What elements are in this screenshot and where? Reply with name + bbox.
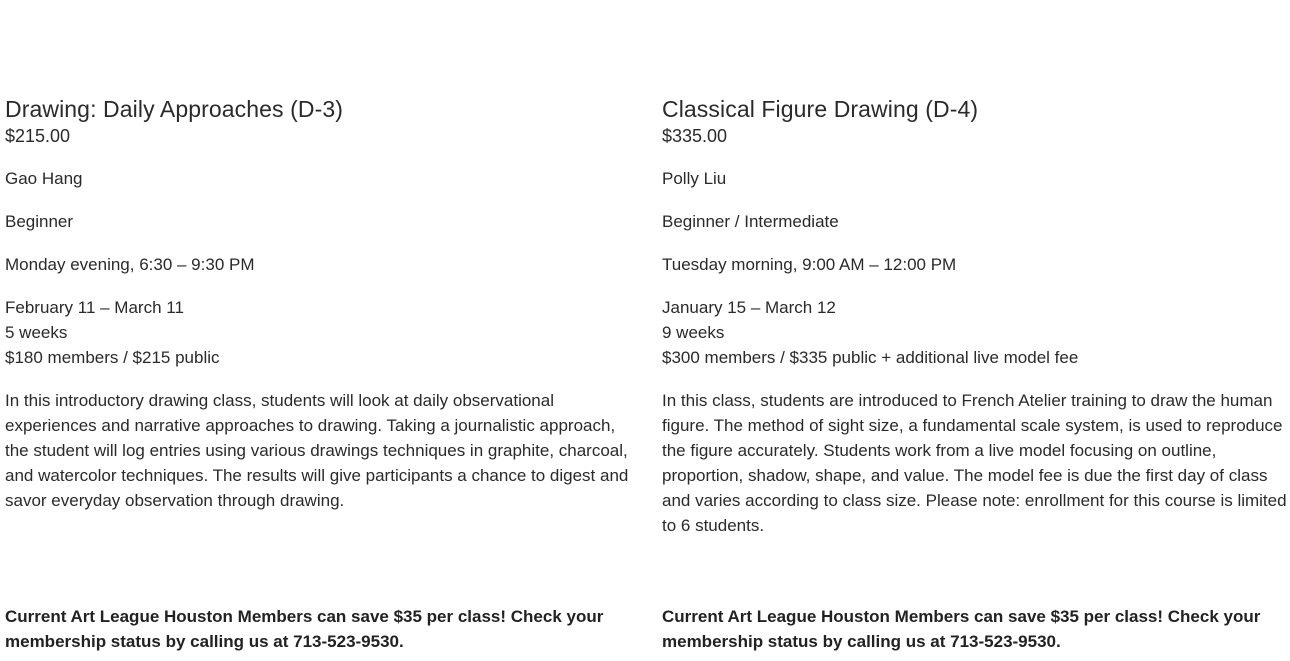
- course-fees: $180 members / $215 public: [5, 348, 220, 367]
- course-duration: 9 weeks: [662, 323, 725, 342]
- course-dates: February 11 – March 11: [5, 298, 184, 317]
- course-level: Beginner / Intermediate: [662, 212, 839, 231]
- course-dates-block: [662, 295, 1287, 370]
- course-dates-block: [5, 295, 635, 370]
- course-card-d4: [662, 95, 1287, 538]
- course-title: Classical Figure Drawing (D-4): [662, 96, 979, 122]
- course-price: $335.00: [662, 126, 728, 146]
- course-instructor: Gao Hang: [5, 169, 83, 188]
- course-dates: January 15 – March 12: [662, 298, 836, 317]
- course-title: Drawing: Daily Approaches (D-3): [5, 96, 344, 122]
- course-schedule: Monday evening, 6:30 – 9:30 PM: [5, 255, 255, 274]
- course-price: $215.00: [5, 126, 71, 146]
- course-schedule: Tuesday morning, 9:00 AM – 12:00 PM: [662, 255, 957, 274]
- course-level: Beginner: [5, 212, 74, 231]
- course-instructor: Polly Liu: [662, 169, 727, 188]
- course-duration: 5 weeks: [5, 323, 68, 342]
- course-fees: $300 members / $335 public + additional live model fee: [662, 348, 1079, 367]
- course-description: In this class, students are introduced to French Atelier training to draw the human figure. The method of sight size, a fundamental scale system, is used to reproduce the figure accurately. Students work from a live model focusing on outline, proportion, shadow, shape, and value. The model fee is due the first day of class and varies according to class size. Please note: enrollment for this course is limited to 6 students.: [662, 391, 1287, 535]
- course-description: In this introductory drawing class, students will look at daily observational experiences and narrative approaches to drawing. Taking a journalistic approach, the student will log entries using various drawings techniques in graphite, charcoal, and watercolor techniques. The results will give participants a chance to digest and savor everyday observation through drawing.: [5, 391, 629, 510]
- membership-promo: Current Art League Houston Members can save $35 per class! Check your membership status by calling us at 713-523-9530.: [5, 607, 604, 651]
- membership-promo: Current Art League Houston Members can save $35 per class! Check your membership status by calling us at 713-523-9530.: [662, 607, 1261, 651]
- course-card-d3: [5, 95, 635, 513]
